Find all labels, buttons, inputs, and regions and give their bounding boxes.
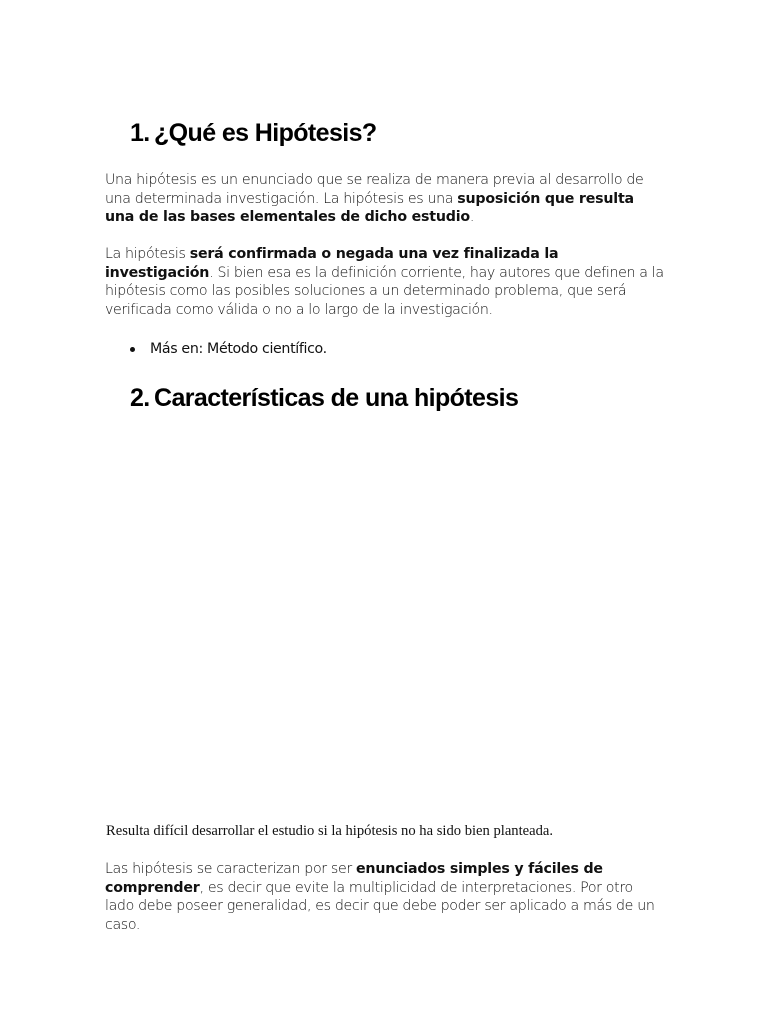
paragraph-text: Una hipótesis es un enunciado que se realiza de manera previa al desarrollo de una determinada investigación. La hipótesis es una [105,172,644,207]
paragraph-bold-text: será confirmada o negada una vez finalizada la investigación [105,246,559,281]
section-heading-2 [130,386,518,411]
paragraph-text: , es decir que evite la multiplicidad de interpretaciones. Por otro lado debe poseer generalidad, es decir que debe poder ser aplicado a más de un caso. [105,879,655,933]
section-title: ¿Qué es Hipótesis? [154,119,377,147]
paragraph-bold-text: enunciados simples y fáciles de comprender [105,861,603,896]
paragraph-definition [105,171,665,227]
paragraph-text: Las hipótesis se caracterizan por ser [105,861,356,877]
image-caption: Resulta difícil desarrollar el estudio si la hipótesis no ha sido bien planteada. [106,823,554,839]
paragraph-confirmation [105,245,665,319]
list-item [130,340,327,359]
section-heading-1 [130,121,377,146]
list-item-text: Más en: Método científico. [150,341,327,357]
paragraph-text: La hipótesis [105,246,190,262]
bullet-list [130,340,327,359]
paragraph-bold-text: suposición que resulta una de las bases elementales de dicho estudio [105,190,634,226]
paragraph-characteristics [105,860,665,934]
paragraph-text: . [469,209,475,226]
section-number: 2. [130,384,150,412]
paragraph-text: . Si bien esa es la definición corriente, hay autores que definen a la hipótesis como las posibles soluciones a un determinado problema, que será verificada como válida o no a lo largo de la investigación. [105,264,664,318]
bullet-icon [130,347,135,352]
section-title: Características de una hipótesis [154,384,519,412]
section-number: 1. [130,119,150,147]
